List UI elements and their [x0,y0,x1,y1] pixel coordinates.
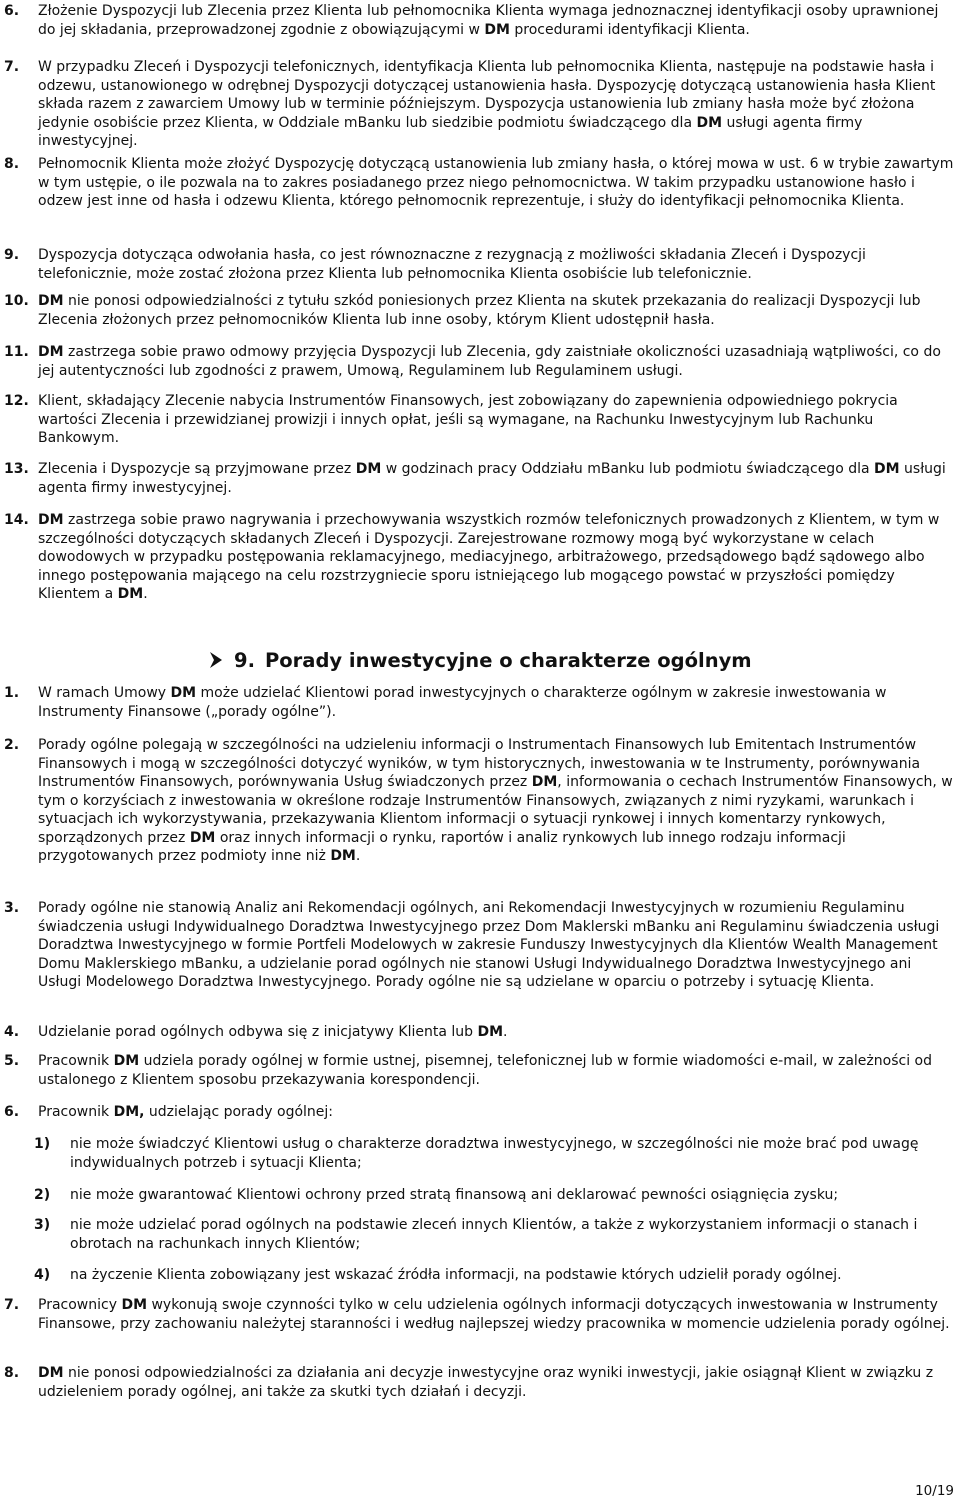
text-run: Dyspozycja dotycząca odwołania hasła, co jest równoznaczne z rezygnacją z możliwości składania Zleceń i Dyspozycji telefonicznie, może zostać złożona przez Klienta lub pełnomocnika Klienta osobiście lub telefonicznie. [38,247,866,282]
list-item [4,392,956,448]
sub-list-item [34,1186,956,1205]
dm-abbrev: DM [38,344,64,360]
text-run: procedurami identyfikacji Klienta. [509,21,750,38]
item-text [38,1296,956,1333]
section-heading [208,648,828,674]
text-run: nie ponosi odpowiedzialności za działania ani decyzje inwestycyjne oraz wyniki inwestycji, jakie osiągnął Klient w związku z udzieleniem porady ogólnej, ani także za skutki tych działań i decyzji. [38,1365,934,1400]
item-text [38,392,956,448]
item-number: 7. [4,59,20,75]
item-number: 5. [4,1053,20,1069]
text-run: zastrzega sobie prawo odmowy przyjęcia Dyspozycji lub Zlecenia, gdy zaistniałe okoliczności uzasadniają wątpliwości, co do jej autentyczności lub zgodności z prawem, Umową, Regulaminem lub Regulaminem usługi. [38,344,941,379]
item-text [38,684,956,721]
subitem-number: 4) [34,1267,51,1283]
list-item [4,1296,956,1333]
text-run: . [143,586,148,602]
item-number: 12. [4,393,29,409]
text-run: może udzielać Klientowi porad inwestycyjnych o charakterze ogólnym w zakresie inwestowania w Instrumenty Finansowe („porady ogólne”). [38,685,887,720]
text-run: usługi agenta firmy inwestycyjnej. [38,114,863,149]
section-number: 9. [234,649,255,672]
item-text [38,460,956,497]
text-run: , informowania o cechach Instrumentów Finansowych, w tym o korzyściach z inwestowania w określone rodzaje Instrumentów Finansowych, związanych z nimi ryzykami, warunkach i sytuacjach ich wykorzystywania, przekazywania Klientom informacji o sytuacji rynkowej i innych komentarzy rynkowych, sporządzonych przez [38,774,953,846]
subitem-text: nie może świadczyć Klientowi usług o charakterze doradztwa inwestycyjnego, w szczególności nie może brać pod uwagę indywidualnych potrzeb i sytuacji Klienta; [70,1136,919,1171]
dm-abbrev: DM [355,461,382,477]
item-number: 6. [4,3,20,19]
item-text [38,1052,956,1089]
item-text [38,511,956,604]
item-number: 9. [4,247,20,263]
dm-abbrev: DM [113,1053,140,1069]
item-number: 2. [4,737,20,753]
list-item [4,2,956,39]
text-run: Pełnomocnik Klienta może złożyć Dyspozycję dotyczącą ustanowienia lub zmiany hasła, o której mowa w ust. 6 w trybie zawartym w tym ustępie, o ile pozwala na to zakres posiadanego przez niego pełnomocnictwa. W takim przypadku ustanowione hasło i odzew jest inne od hasła i odzewu Klienta, którego pełnomocnik reprezentuje, i służy do identyfikacji pełnomocnika Klienta. [38,156,954,209]
subitem-text: na życzenie Klienta zobowiązany jest wskazać źródła informacji, na podstawie których udzielił porady ogólnej. [70,1267,842,1283]
dm-abbrev: DM [189,829,216,846]
sub-list-item [34,1135,956,1172]
item-number: 11. [4,344,29,360]
dm-abbrev: DM [477,1024,504,1040]
subitem-number: 3) [34,1217,51,1233]
dm-abbrev: DM [38,293,64,309]
dm-abbrev: DM [117,586,144,602]
list-item [4,511,956,604]
text-run: Złożenie Dyspozycji lub Zlecenia przez Klienta lub pełnomocnika Klienta wymaga jednoznacznej identyfikacji osoby uprawnionej do jej składania, przeprowadzonej zgodnie z obowiązującymi w [38,3,939,38]
item-text [38,1103,956,1122]
text-run: zastrzega sobie prawo nagrywania i przechowywania wszystkich rozmów telefonicznych prowadzonych z Klientem, w tym w szczególności dotyczących składanych Zleceń i Dyspozycji. Zarejestrowane rozmowy mogą być wykorzystane w celach dowodowych w przypadku postępowania reklamacyjnego, mediacyjnego, arbitrażowego, przedsądowego bądź sądowego albo innego postępowania mającego na celu rozstrzygniecie sporu istniejącego lub mogącego powstać w przyszłości pomiędzy Klientem a [38,512,940,602]
dm-abbrev: DM [696,114,723,131]
text-run: usługi agenta firmy inwestycyjnej. [38,461,946,496]
list-item [4,1364,956,1401]
dm-abbrev: DM [874,461,900,477]
list-item [4,246,956,283]
list-item [4,684,956,721]
item-text [38,246,956,283]
subitem-number: 1) [34,1136,51,1152]
page-number: 10/19 [915,1483,954,1499]
item-text [38,736,956,866]
dm-abbrev: DM [330,848,356,864]
text-run: oraz innych informacji o rynku, raportów i analiz rynkowych lub innego rodzaju informacji przygotowanych przez podmioty inne niż [38,829,846,864]
text-run: Pracownik [38,1053,114,1069]
text-run: . [503,1024,508,1040]
item-number: 8. [4,156,20,172]
item-number: 10. [4,293,29,309]
dm-abbrev: DM, [113,1104,145,1120]
list-item [4,343,956,380]
list-item [4,1052,956,1089]
item-text [38,343,956,380]
text-run: Klient, składający Zlecenie nabycia Instrumentów Finansowych, jest zobowiązany do zapewnienia odpowiedniego pokrycia wartości Zlecenia i przewidzianej prowizji i innych opłat, jeśli są wymagane, na Rachunku Inwestycyjnym lub Rachunku Bankowym. [38,393,898,446]
list-item [4,1023,956,1042]
item-text [38,155,956,211]
dm-abbrev: DM [531,774,558,790]
text-run: Pracownicy [38,1297,122,1313]
item-text [38,1023,956,1042]
text-run: W ramach Umowy [38,685,171,701]
list-item [4,736,956,866]
item-number: 13. [4,461,29,477]
item-number: 8. [4,1365,20,1381]
dm-abbrev: DM [38,512,64,528]
text-run: Porady ogólne polegają w szczególności na udzieleniu informacji o Instrumentach Finansowych lub Emitentach Instrumentów Finansowych i mogą w szczególności dotyczyć wyników, w tym historycznych, inwestowania w te Instrumenty, porównywania Instrumentów Finansowych, porównywania Usług świadczonych przez [38,737,921,790]
list-item [4,58,956,151]
section-title: Porady inwestycyjne o charakterze ogólnym [264,649,752,672]
text-run: Udzielanie porad ogólnych odbywa się z inicjatywy Klienta lub [38,1024,478,1040]
text-run: Zlecenia i Dyspozycje są przyjmowane przez [38,461,356,477]
list-item [4,155,956,211]
subitem-number: 2) [34,1187,51,1203]
sub-list-item [34,1216,956,1253]
list-item [4,1103,956,1122]
text-run: W przypadku Zleceń i Dyspozycji telefonicznych, identyfikacja Klienta lub pełnomocnika Klienta, następuje na podstawie hasła i odzewu, ustanowionego w odrębnej Dyspozycji dotyczącej ustanowienia hasła. Dyspozycję dotyczącą ustanowienia hasła Klient składa razem z zawarciem Umowy lub w terminie późniejszym. Dyspozycja ustanowienia lub zmiany hasła może być złożona jedynie osobiście przez Klienta, w Oddziale mBanku lub siedzibie podmiotu świadczącego dla [38,59,936,131]
item-text [38,2,956,39]
subitem-text: nie może udzielać porad ogólnych na podstawie zleceń innych Klientów, a także z wykorzystaniem informacji o stanach i obrotach na rachunkach innych Klientów; [70,1217,918,1252]
list-item [4,460,956,497]
item-text [38,899,956,992]
arrow-bullet-icon [208,648,226,674]
item-text [38,1364,956,1401]
list-item [4,292,956,329]
dm-abbrev: DM [484,21,510,38]
item-text [38,58,956,151]
dm-abbrev: DM [121,1297,148,1313]
item-number: 6. [4,1104,20,1120]
text-run: . [355,848,361,864]
item-number: 7. [4,1297,20,1313]
dm-abbrev: DM [170,685,197,701]
subitem-text: nie może gwarantować Klientowi ochrony przed stratą finansową ani deklarować pewności osiągnięcia zysku; [70,1187,839,1203]
list-item [4,899,956,992]
item-number: 3. [4,900,20,916]
text-run: w godzinach pracy Oddziału mBanku lub podmiotu świadczącego dla [381,461,875,477]
text-run: nie ponosi odpowiedzialności z tytułu szkód poniesionych przez Klienta na skutek przekazania do realizacji Dyspozycji lub Zlecenia złożonych przez pełnomocników Klienta lub inne osoby, którym Klient udostępnił hasła. [38,293,921,328]
item-number: 1. [4,685,20,701]
item-number: 14. [4,512,29,528]
item-number: 4. [4,1024,20,1040]
text-run: Porady ogólne nie stanowią Analiz ani Rekomendacji ogólnych, ani Rekomendacji Inwestycyjnych w rozumieniu Regulaminu świadczenia usługi Indywidualnego Doradztwa Inwestycyjnego przez Dom Maklerski mBanku ani Regulaminu świadczenia usługi Doradztwa Inwestycyjnego w formie Portfeli Modelowych w zakresie Funduszy Inwestycyjnych dla Klientów Wealth Management Domu Maklerskiego mBanku, a udzielanie porad ogólnych nie stanowi Usługi Indywidualnego Doradztwa Inwestycyjnego ani Usługi Modelowego Doradztwa Inwestycyjnego. Porady ogólne nie są udzielane w oparciu o potrzeby i sytuację Klienta. [38,900,940,990]
text-run: udziela porady ogólnej w formie ustnej, pisemnej, telefonicznej lub w formie wiadomości e-mail, w zależności od ustalonego z Klientem sposobu przekazywania korespondencji. [38,1053,932,1088]
dm-abbrev: DM [38,1365,64,1381]
sub-list-item [34,1266,956,1285]
item-text [38,292,956,329]
text-run: Pracownik [38,1104,114,1120]
text-run: udzielając porady ogólnej: [144,1104,334,1120]
text-run: wykonują swoje czynności tylko w celu udzielenia ogólnych informacji dotyczących inwestowania w Instrumenty Finansowe, przy zachowaniu należytej staranności i według najlepszej wiedzy pracownika w momencie udzielenia porady ogólnej. [38,1297,950,1332]
